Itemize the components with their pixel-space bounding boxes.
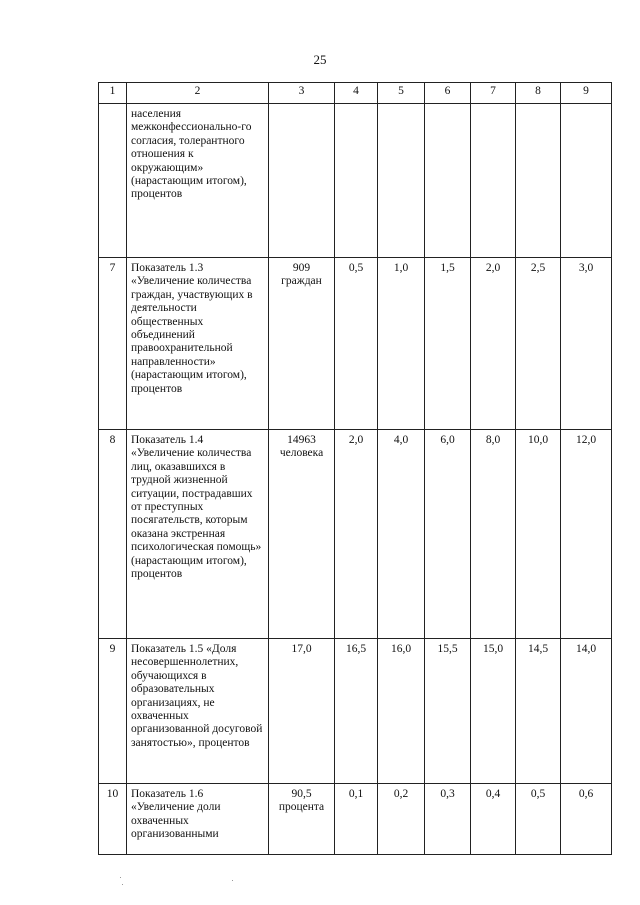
year-value: 4,0 <box>378 430 425 639</box>
year-value: 14,5 <box>516 639 561 784</box>
row-number: 9 <box>99 639 127 784</box>
year-value: 15,5 <box>425 639 471 784</box>
base-value: 14963 человека <box>269 430 335 639</box>
table-row <box>99 258 612 430</box>
header-cell: 8 <box>516 83 561 104</box>
row-number <box>99 104 127 258</box>
page-number: 25 <box>313 52 327 67</box>
indicator-text: Показатель 1.3 «Увеличение количества граждан, участвующих в деятельности общественных объединений правоохранительной направленности» (нарастающим итогом), процентов <box>127 258 269 430</box>
year-value <box>335 104 378 258</box>
year-value: 12,0 <box>561 430 612 639</box>
year-value: 15,0 <box>471 639 516 784</box>
header-cell: 5 <box>378 83 425 104</box>
row-number: 7 <box>99 258 127 430</box>
indicator-text: Показатель 1.5 «Доля несовершеннолетних, обучающихся в образовательных организациях, не охваченных организованной досуговой занятостью», процентов <box>127 639 269 784</box>
header-row <box>99 83 612 104</box>
header-cell: 6 <box>425 83 471 104</box>
year-value: 0,5 <box>335 258 378 430</box>
indicator-text: Показатель 1.6 «Увеличение доли охваченных организованными <box>127 784 269 855</box>
year-value: 2,0 <box>335 430 378 639</box>
year-value: 16,0 <box>378 639 425 784</box>
indicator-text: Показатель 1.4 «Увеличение количества лиц, оказавшихся в трудной жизненной ситуации, пострадавших от преступных посягательств, которым оказана экстренная психологическая помощь» (нарастающим итогом), процентов <box>127 430 269 639</box>
row-number: 8 <box>99 430 127 639</box>
year-value: 0,4 <box>471 784 516 855</box>
header-cell: 4 <box>335 83 378 104</box>
header-cell: 3 <box>269 83 335 104</box>
year-value: 6,0 <box>425 430 471 639</box>
year-value: 0,3 <box>425 784 471 855</box>
header-cell: 2 <box>127 83 269 104</box>
year-value: 8,0 <box>471 430 516 639</box>
row-number: 10 <box>99 784 127 855</box>
year-value: 16,5 <box>335 639 378 784</box>
year-value: 3,0 <box>561 258 612 430</box>
year-value: 0,2 <box>378 784 425 855</box>
header-cell: 9 <box>561 83 612 104</box>
scan-speck <box>120 877 121 878</box>
year-value: 1,5 <box>425 258 471 430</box>
year-value: 2,5 <box>516 258 561 430</box>
table-row <box>99 784 612 855</box>
scan-speck <box>122 884 123 885</box>
year-value <box>425 104 471 258</box>
base-value: 909 граждан <box>269 258 335 430</box>
year-value: 0,5 <box>516 784 561 855</box>
year-value <box>378 104 425 258</box>
header-cell: 7 <box>471 83 516 104</box>
year-value <box>516 104 561 258</box>
base-value: 17,0 <box>269 639 335 784</box>
year-value: 10,0 <box>516 430 561 639</box>
header-cell: 1 <box>99 83 127 104</box>
year-value: 2,0 <box>471 258 516 430</box>
indicator-text: населения межконфессионально-го согласия, толерантного отношения к окружающим» (нарастающим итогом), процентов <box>127 104 269 258</box>
year-value <box>561 104 612 258</box>
base-value: 90,5 процента <box>269 784 335 855</box>
scan-speck <box>232 880 233 881</box>
year-value: 0,1 <box>335 784 378 855</box>
year-value: 14,0 <box>561 639 612 784</box>
table-row <box>99 639 612 784</box>
year-value: 1,0 <box>378 258 425 430</box>
year-value: 0,6 <box>561 784 612 855</box>
year-value <box>471 104 516 258</box>
table-row <box>99 104 612 258</box>
base-value <box>269 104 335 258</box>
indicators-table <box>98 82 612 855</box>
table-row <box>99 430 612 639</box>
